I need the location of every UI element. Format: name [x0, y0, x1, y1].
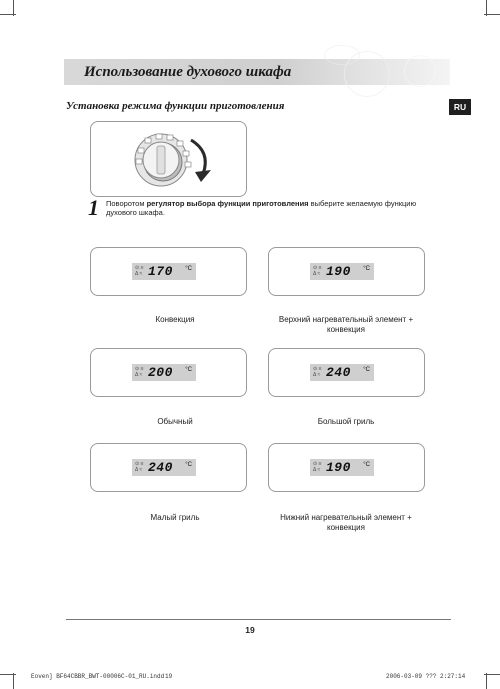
temperature-unit: °C — [363, 462, 370, 468]
mode-icons: ⊙ ≡ Δ ≈ — [313, 461, 322, 473]
temperature-readout: 240 — [326, 365, 351, 380]
language-badge: RU — [449, 99, 471, 115]
crop-mark — [13, 673, 14, 689]
lcd-display — [132, 459, 196, 476]
oven-display-panel — [268, 443, 425, 492]
crop-mark — [0, 14, 16, 15]
function-caption: Малый гриль — [150, 513, 200, 522]
page-title: Использование духового шкафа — [84, 64, 292, 80]
oven-display-panel — [90, 348, 247, 397]
temperature-unit: °C — [363, 266, 370, 272]
print-timestamp: 2006-03-09 ??? 2:27:14 — [386, 673, 466, 680]
page-number: 19 — [245, 625, 255, 635]
oven-display-panel — [268, 247, 425, 296]
temperature-readout: 200 — [148, 365, 173, 380]
step-number: 1 — [88, 195, 99, 220]
oven-display-panel — [90, 443, 247, 492]
step-text-before: Поворотом — [106, 199, 147, 208]
temperature-unit: °C — [185, 367, 192, 373]
lcd-display — [310, 364, 374, 381]
mode-icons: ⊙ ≡ Δ ≈ — [135, 366, 144, 378]
function-caption: Нижний нагревательный элемент + конвекция — [280, 513, 412, 532]
print-file-name: Eoven] BF64CBBR_BWT-00006C-01_RU.indd — [31, 673, 165, 680]
function-selector-illustration — [90, 121, 247, 197]
temperature-readout: 190 — [326, 264, 351, 279]
function-caption: Верхний нагревательный элемент + конвекция — [278, 315, 414, 334]
mode-icons: ⊙ ≡ Δ ≈ — [135, 461, 144, 473]
temperature-readout: 170 — [148, 264, 173, 279]
temperature-readout: 240 — [148, 460, 173, 475]
step-text-after: выберите желаемую функцию духового шкафа. — [106, 199, 417, 217]
lcd-display — [310, 263, 374, 280]
selector-knob-icon — [91, 122, 246, 196]
crop-mark — [0, 674, 16, 675]
header-decoration — [324, 45, 360, 65]
function-caption: Конвекция — [155, 315, 195, 324]
oven-display-panel — [268, 348, 425, 397]
function-caption: Обычный — [157, 417, 193, 426]
temperature-readout: 190 — [326, 460, 351, 475]
step-text-bold: регулятор выбора функции приготовления — [146, 199, 309, 208]
lcd-display — [310, 459, 374, 476]
function-caption: Большой гриль — [317, 417, 375, 426]
print-file-page: 19 — [165, 673, 173, 680]
oven-display-panel — [90, 247, 247, 296]
mode-icons: ⊙ ≡ Δ ≈ — [135, 265, 144, 277]
footer-divider — [66, 619, 451, 620]
header-decoration — [404, 55, 436, 87]
crop-mark — [486, 673, 487, 689]
temperature-unit: °C — [185, 266, 192, 272]
mode-icons: ⊙ ≡ Δ ≈ — [313, 366, 322, 378]
lcd-display — [132, 263, 196, 280]
crop-mark — [484, 674, 500, 675]
temperature-unit: °C — [363, 367, 370, 373]
temperature-unit: °C — [185, 462, 192, 468]
section-title: Установка режима функции приготовления — [66, 100, 285, 112]
crop-mark — [484, 14, 500, 15]
step-instruction — [106, 199, 446, 217]
lcd-display — [132, 364, 196, 381]
mode-icons: ⊙ ≡ Δ ≈ — [313, 265, 322, 277]
